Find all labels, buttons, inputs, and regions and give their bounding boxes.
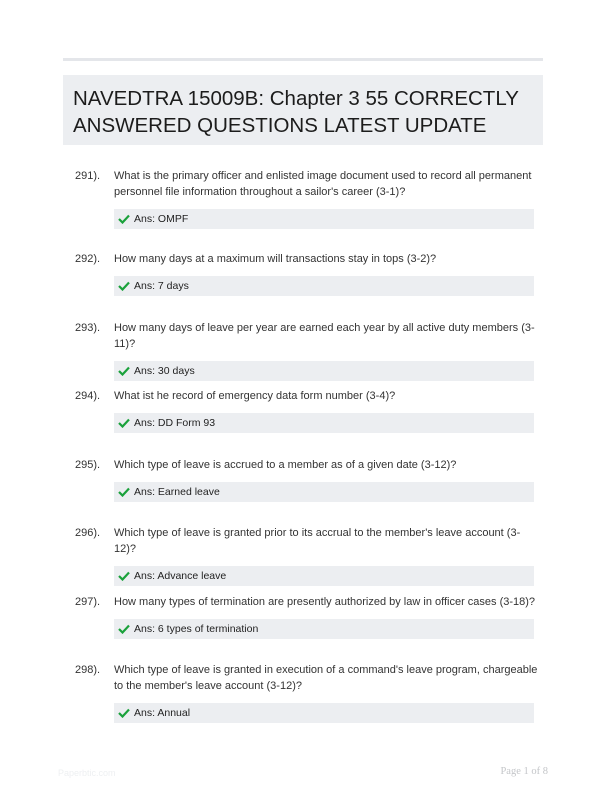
- answer-box: [114, 276, 534, 296]
- checkmark-icon: [118, 366, 130, 376]
- question-item: [75, 594, 540, 639]
- question-text: Which type of leave is accrued to a member as of a given date (3-12)?: [114, 459, 457, 471]
- answer-text: Ans: DD Form 93: [134, 417, 216, 429]
- answer-box: [114, 482, 534, 502]
- top-divider: [63, 58, 543, 61]
- question-item: [75, 388, 540, 433]
- question-text: How many types of termination are presently authorized by law in officer cases (3-18)?: [114, 596, 536, 608]
- answer-text: Ans: Advance leave: [134, 570, 227, 582]
- title-box: [63, 75, 543, 145]
- question-number: 293).: [75, 322, 101, 334]
- answer-box: [114, 566, 534, 586]
- question-text: What ist he record of emergency data form number (3-4)?: [114, 390, 396, 402]
- question-number: 296).: [75, 527, 101, 539]
- question-number: 291).: [75, 170, 101, 182]
- question-text: Which type of leave is granted prior to its accrual to the member's leave account (3-12)?: [114, 527, 521, 555]
- question-number: 292).: [75, 253, 101, 265]
- question-item: [75, 251, 540, 296]
- answer-text: Ans: Annual: [134, 707, 191, 719]
- question-text: What is the primary officer and enlisted image document used to record all permanent personnel file information throughout a sailor's career (3-1)?: [114, 170, 532, 198]
- answer-box: [114, 209, 534, 229]
- question-number: 294).: [75, 390, 101, 402]
- question-text: How many days at a maximum will transactions stay in tops (3-2)?: [114, 253, 437, 265]
- checkmark-icon: [118, 418, 130, 428]
- question-item: [75, 525, 540, 586]
- question-item: [75, 168, 540, 229]
- question-item: [75, 457, 540, 502]
- question-number: 298).: [75, 664, 101, 676]
- checkmark-icon: [118, 571, 130, 581]
- question-number: 295).: [75, 459, 101, 471]
- answer-text: Ans: Earned leave: [134, 486, 220, 498]
- answer-box: [114, 361, 534, 381]
- checkmark-icon: [118, 708, 130, 718]
- checkmark-icon: [118, 214, 130, 224]
- answer-text: Ans: 7 days: [134, 280, 189, 292]
- checkmark-icon: [118, 281, 130, 291]
- question-item: [75, 662, 540, 723]
- question-number: 297).: [75, 596, 101, 608]
- question-item: [75, 320, 540, 381]
- answer-text: Ans: 30 days: [134, 365, 195, 377]
- checkmark-icon: [118, 624, 130, 634]
- answer-text: Ans: OMPF: [134, 213, 189, 225]
- document-title: NAVEDTRA 15009B: Chapter 3 55 CORRECTLY ANSWERED QUESTIONS LATEST UPDATE: [73, 87, 519, 137]
- checkmark-icon: [118, 487, 130, 497]
- answer-box: [114, 703, 534, 723]
- answer-box: [114, 619, 534, 639]
- page-indicator: Page 1 of 8: [500, 766, 548, 777]
- answer-box: [114, 413, 534, 433]
- answer-text: Ans: 6 types of termination: [134, 623, 259, 635]
- question-text: How many days of leave per year are earned each year by all active duty members (3-11)?: [114, 322, 535, 350]
- footer-watermark: Paperbtic.com: [58, 768, 116, 778]
- question-text: Which type of leave is granted in execution of a command's leave program, chargeable to the member's leave account (3-12)?: [114, 664, 538, 692]
